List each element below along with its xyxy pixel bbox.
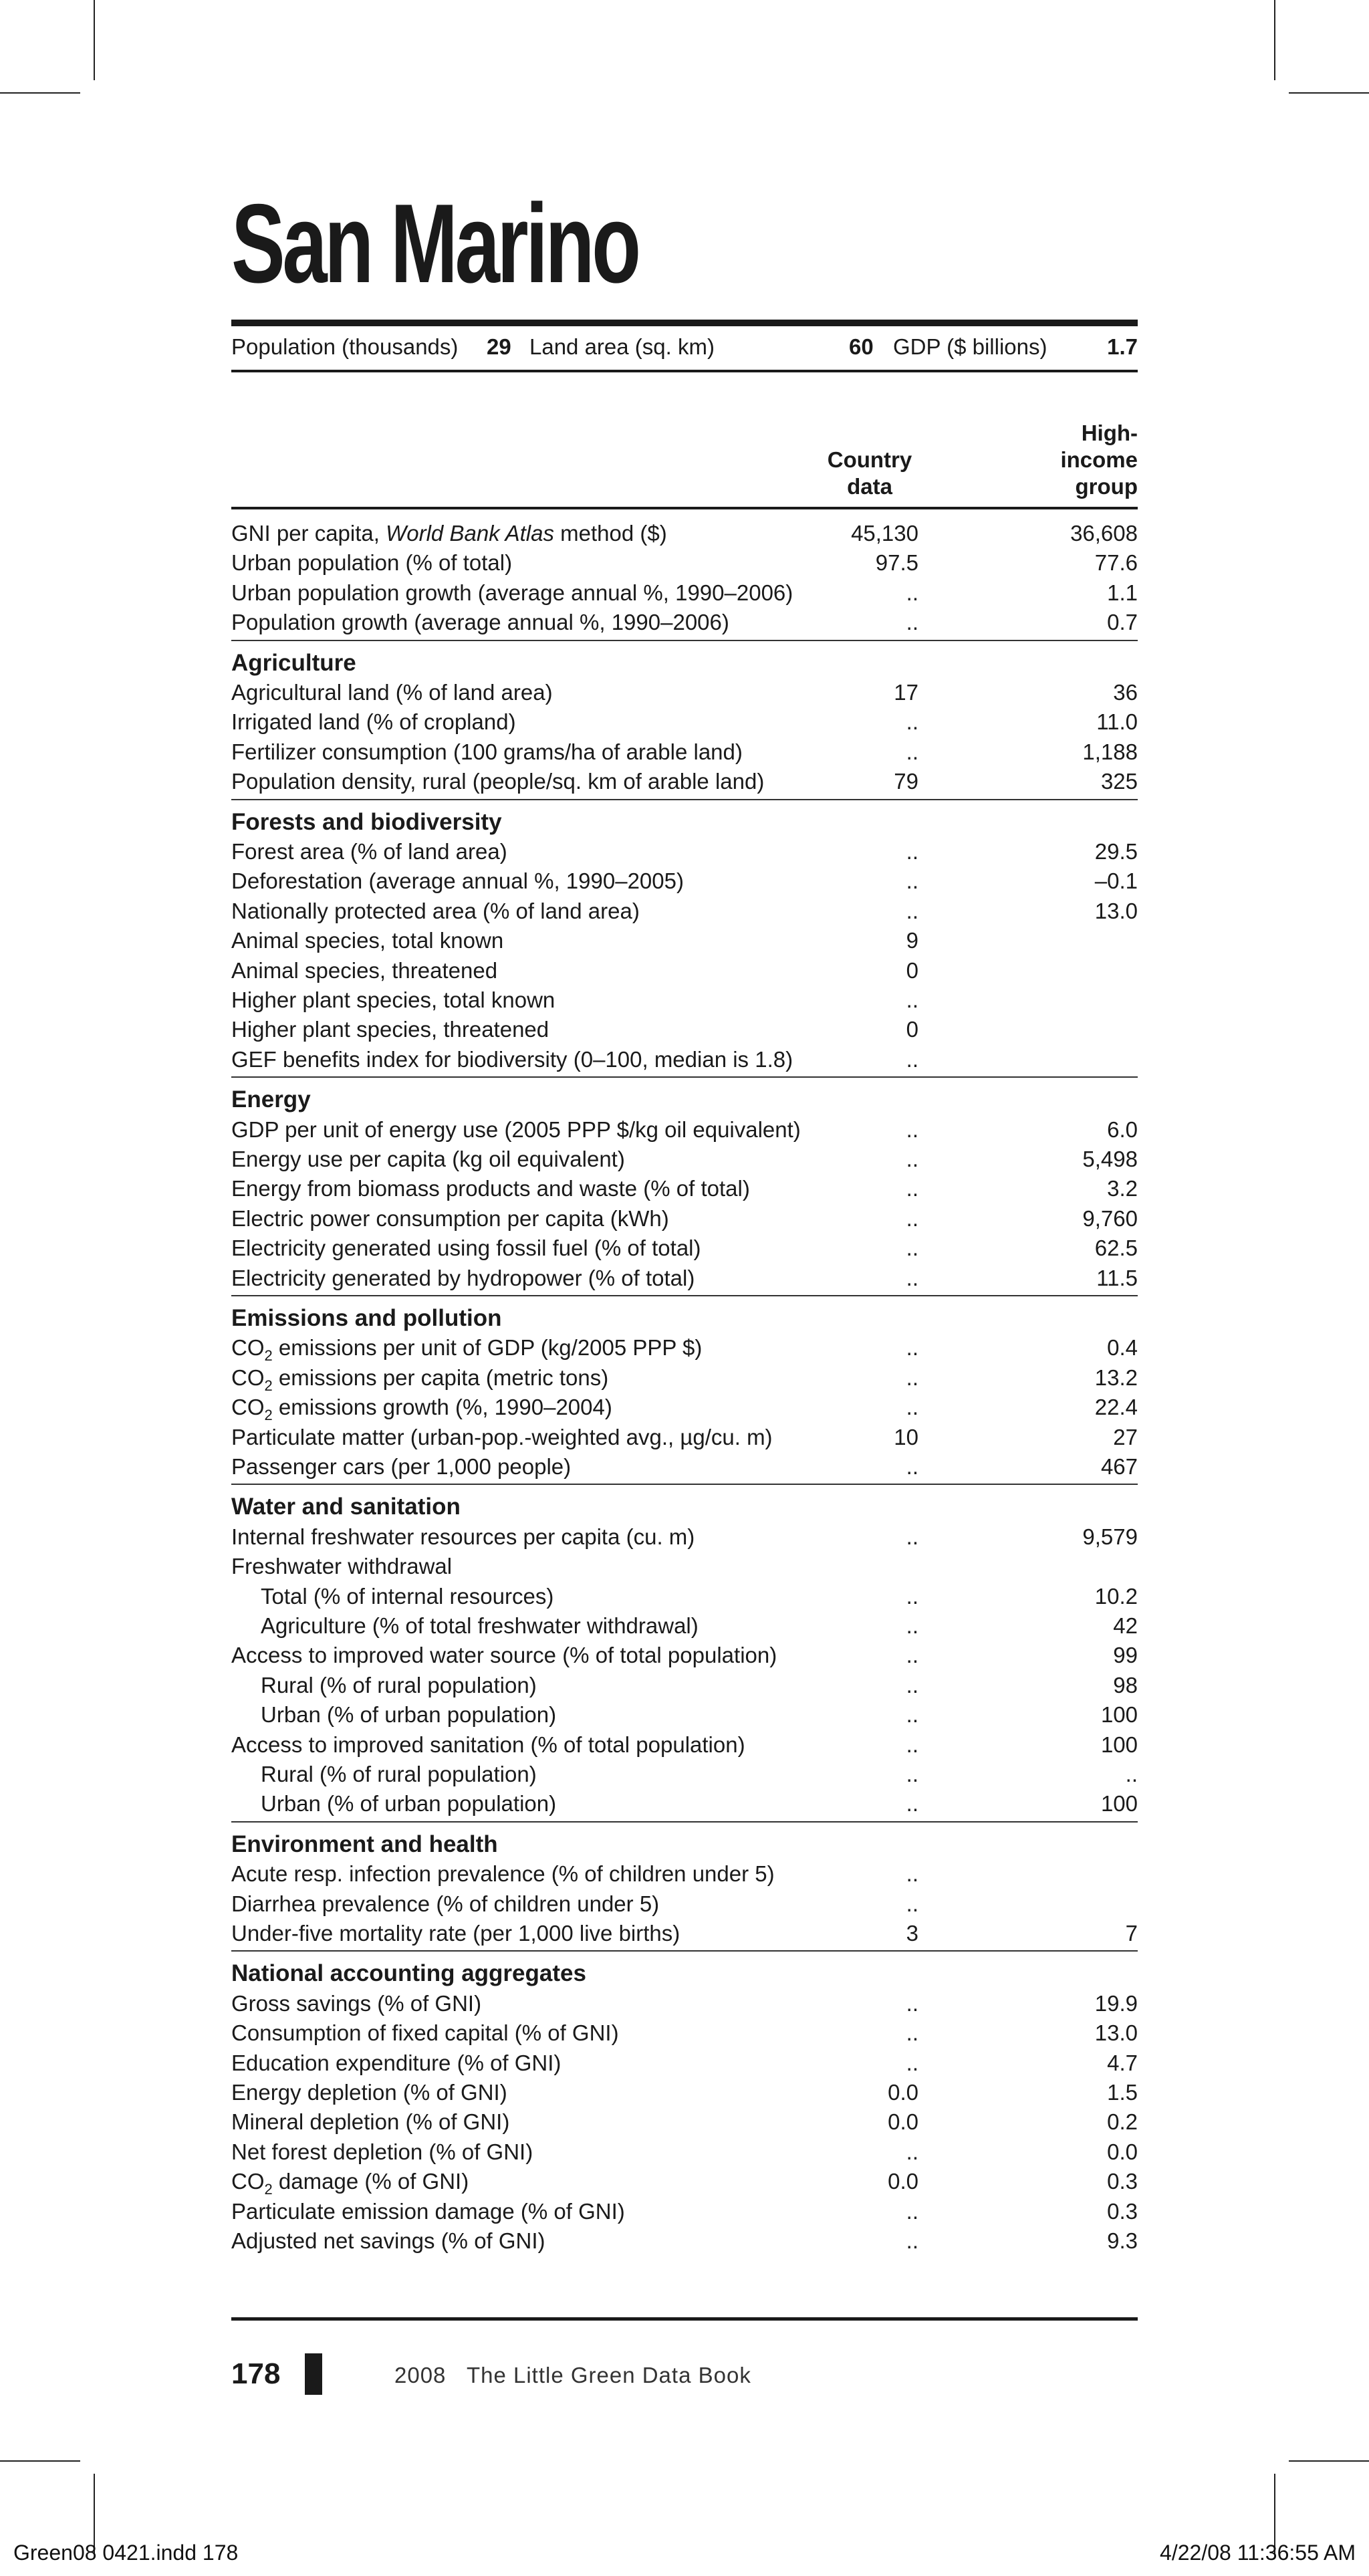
row-label-text: Irrigated land (% of cropland) [231,709,516,735]
row-label-text: Nationally protected area (% of land area) [231,898,640,923]
row-label [261,1611,699,1641]
row-label-text: method ($) [553,521,667,546]
table-row [231,1522,1138,1552]
section-divider [231,1295,1138,1296]
row-label-text: Energy use per capita (kg oil equivalent) [231,1147,625,1171]
gdp-label: GDP ($ billions) [893,334,1047,359]
row-label-italic: World Bank Atlas [386,521,554,546]
high-income-value: 9,579 [1082,1524,1138,1549]
section-divider [231,1821,1138,1823]
country-value: .. [906,1454,918,1479]
section-heading [231,1830,1138,1859]
section-divider [231,1076,1138,1078]
row-label [231,1393,612,1422]
crop-mark [1289,2460,1369,2462]
high-income-value: 1.5 [1107,2080,1138,2105]
row-label-text: Rural (% of rural population) [261,1672,537,1697]
row-label-text: Urban (% of urban population) [261,1791,557,1817]
section-heading [231,1492,1138,1522]
high-income-value: 9.3 [1107,2228,1138,2253]
section-title: National accounting aggregates [231,1960,586,1987]
high-income-header: High- income group [1060,421,1138,499]
high-income-value: 99 [1113,1643,1138,1668]
country-value: .. [906,1583,918,1609]
section-title: Agriculture [231,649,356,676]
high-income-value: 0.7 [1107,610,1138,635]
crop-mark [94,0,95,80]
row-label-text: Acute resp. infection prevalence (% of children under 5) [231,1861,775,1887]
gdp-value: 1.7 [1107,334,1138,359]
row-label [231,707,516,737]
country-value: .. [906,1643,918,1668]
row-label [231,1115,801,1145]
row-label-text: CO [231,2169,265,2194]
country-value: .. [906,839,918,864]
high-income-value: 22.4 [1094,1395,1138,1420]
row-label [231,1363,608,1393]
table-row [231,1423,1138,1452]
table-row [231,956,1138,985]
crop-mark [0,2460,80,2462]
row-label-subscript: 2 [264,1347,273,1365]
table-row [231,678,1138,707]
country-value: .. [906,739,918,764]
high-income-value: 100 [1100,1702,1138,1728]
row-label [231,866,684,896]
row-label-text: Rural (% of rural population) [261,1762,537,1786]
section-title: Energy [231,1086,311,1113]
table-row [231,1760,1138,1789]
table-row [231,767,1138,796]
row-label-text: Energy depletion (% of GNI) [231,2080,507,2105]
row-label [261,1760,537,1789]
row-label [231,1452,571,1482]
high-income-value: 27 [1113,1424,1138,1449]
row-label-subscript: 2 [264,1407,273,1424]
high-income-value: 62.5 [1094,1236,1138,1261]
table-row [231,707,1138,737]
row-label-text: Urban population (% of total) [231,550,513,576]
high-income-value: 77.6 [1094,550,1138,576]
table-row [231,2048,1138,2078]
row-label-text: Urban population growth (average annual %, 1990–2006) [231,580,793,605]
row-label-text: emissions growth (%, 1990–2004) [272,1395,612,1420]
country-value: 3 [906,1921,918,1946]
table-row [231,737,1138,767]
section-title: Environment and health [231,1831,498,1857]
high-income-value: 19.9 [1094,1990,1138,2016]
section-heading [231,808,1138,837]
row-label [231,678,553,707]
country-value: 79 [894,769,918,794]
table-row [231,1859,1138,1889]
row-label-text: Agricultural land (% of land area) [231,680,553,705]
row-label-text: damage (% of GNI) [272,2169,469,2194]
row-label [231,1730,745,1760]
row-label-text: Electricity generated using fossil fuel (% of total) [231,1236,701,1261]
page-title: San Marino [231,181,638,306]
country-value: .. [906,1365,918,1390]
row-label-text: Particulate matter (urban-pop.-weighted avg., µg/cu. m) [231,1424,773,1449]
row-label-text: Net forest depletion (% of GNI) [231,2139,533,2164]
row-label-text: Fertilizer consumption (100 grams/ha of arable land) [231,739,743,764]
table-row [231,1045,1138,1074]
row-label [231,1204,669,1234]
row-label [231,2048,561,2078]
high-income-value: 0.0 [1107,2139,1138,2164]
row-label-text: Under-five mortality rate (per 1,000 live births) [231,1921,680,1946]
row-label-text: Animal species, total known [231,928,504,953]
section-title: Forests and biodiversity [231,808,502,835]
row-label-text: Forest area (% of land area) [231,839,507,864]
table-row [231,2167,1138,2196]
country-value: 0.0 [888,2109,918,2135]
row-label-text: emissions per capita (metric tons) [272,1365,609,1390]
country-value: .. [906,987,918,1012]
table-row [231,1789,1138,1819]
country-value: .. [906,2020,918,2046]
country-value: .. [906,1672,918,1697]
country-value: .. [906,1236,918,1261]
bottom-rule [231,2317,1138,2321]
row-label-text: Energy from biomass products and waste (% of total) [231,1176,750,1201]
row-label-text: Higher plant species, total known [231,987,555,1012]
row-label-text: Access to improved sanitation (% of total population) [231,1732,745,1757]
row-label [231,1859,775,1889]
row-label [231,737,743,767]
country-value: .. [906,1762,918,1786]
row-label-text: GNI per capita, [231,521,386,546]
row-label [231,608,729,637]
high-income-value: 100 [1100,1791,1138,1817]
high-income-value: 29.5 [1094,839,1138,864]
table-row [231,1730,1138,1760]
row-label-text: Urban (% of urban population) [261,1702,557,1728]
row-label-text: Electric power consumption per capita (kWh) [231,1205,669,1231]
row-label [231,767,764,796]
row-label [231,2226,545,2256]
section-heading [231,1304,1138,1333]
footer-year: 2008 [394,2363,447,2387]
header-rule [231,507,1138,509]
row-label [231,2107,509,2137]
table-row [231,1115,1138,1145]
row-label-text: Particulate emission damage (% of GNI) [231,2198,625,2224]
footer-caption [394,2363,751,2388]
country-value: .. [906,2198,918,2224]
table-row [231,2226,1138,2256]
high-income-value: –0.1 [1094,868,1138,894]
row-label [231,548,512,578]
table-row [231,1641,1138,1670]
table-row [231,985,1138,1015]
slug-timestamp: 4/22/08 11:36:55 AM [1160,2541,1356,2565]
high-income-value: 1.1 [1107,580,1138,605]
high-income-value: .. [1125,1762,1138,1786]
table-row [231,1015,1138,1044]
high-income-value: 10.2 [1094,1583,1138,1609]
population-value: 29 [487,334,511,359]
row-label [231,1552,452,1581]
country-value: .. [906,1613,918,1638]
country-value: .. [906,2228,918,2253]
row-label-text: Consumption of fixed capital (% of GNI) [231,2020,619,2046]
country-value: 0.0 [888,2169,918,2194]
table-row [231,548,1138,578]
row-label-text: Electricity generated by hydropower (% of total) [231,1265,695,1290]
row-label-text: Population density, rural (people/sq. km of arable land) [231,769,765,794]
table-row [231,1582,1138,1611]
table-row [231,1174,1138,1203]
footer-bar [305,2353,322,2395]
high-income-value: 13.2 [1094,1365,1138,1390]
row-label [231,1989,481,2018]
land-label: Land area (sq. km) [529,334,715,359]
table-row [231,2137,1138,2167]
table-row [231,2197,1138,2226]
country-value: 45,130 [851,521,918,546]
row-label-text: Gross savings (% of GNI) [231,1990,482,2016]
table-row [231,1264,1138,1293]
row-label-text: Education expenditure (% of GNI) [231,2050,562,2075]
row-label [231,897,640,926]
table-row [231,578,1138,608]
row-label-text: Internal freshwater resources per capita (cu. m) [231,1524,695,1549]
high-income-value: 0.3 [1107,2169,1138,2194]
section-heading [231,649,1138,678]
table-row [231,2018,1138,2048]
country-value: 17 [894,680,918,705]
row-label [231,578,793,608]
row-label [261,1582,553,1611]
table-row [231,1333,1138,1363]
row-label-text: Higher plant species, threatened [231,1017,549,1042]
footer-book-title: The Little Green Data Book [466,2363,751,2387]
row-label [231,2167,469,2196]
high-income-value: 100 [1100,1732,1138,1757]
row-label [231,1522,695,1552]
high-income-value: 11.0 [1096,709,1138,735]
crop-mark [0,92,80,94]
crop-mark [1289,92,1369,94]
country-value: .. [906,898,918,923]
row-label [231,956,497,985]
country-value: .. [906,709,918,735]
row-label-text: Agriculture (% of total freshwater withdrawal) [261,1613,699,1638]
country-value: .. [906,1791,918,1817]
country-value: .. [906,1147,918,1171]
section-heading [231,1959,1138,1988]
row-label [231,519,667,548]
row-label-text: CO [231,1365,265,1390]
country-value: .. [906,1732,918,1757]
row-label-text: Diarrhea prevalence (% of children under 5) [231,1891,660,1916]
country-value: 0 [906,1017,918,1042]
row-label-text: Total (% of internal resources) [261,1583,554,1609]
row-label-text: GEF benefits index for biodiversity (0–100, median is 1.8) [231,1046,793,1072]
high-income-value: 7 [1125,1921,1138,1946]
high-income-value: 1,188 [1082,739,1138,764]
country-value: .. [906,1990,918,2016]
row-label [261,1789,556,1819]
population-label: Population (thousands) [231,334,459,359]
row-label-text: Passenger cars (per 1,000 people) [231,1454,572,1479]
high-income-value: 0.3 [1107,2198,1138,2224]
row-label [231,926,503,955]
country-value: 10 [894,1424,918,1449]
high-income-value: 6.0 [1107,1117,1138,1142]
country-value: 0.0 [888,2080,918,2105]
row-label-text: Freshwater withdrawal [231,1554,453,1579]
row-label [231,1641,777,1670]
country-value: .. [906,868,918,894]
country-value: .. [906,580,918,605]
row-label [231,1423,773,1452]
row-label [231,1333,702,1363]
row-label-subscript: 2 [264,2181,273,2198]
high-income-value: 4.7 [1107,2050,1138,2075]
table-row [231,2107,1138,2137]
high-income-value: 0.2 [1107,2109,1138,2135]
row-label-text: Mineral depletion (% of GNI) [231,2109,510,2135]
country-value: .. [906,1117,918,1142]
row-label [231,2137,533,2167]
row-label [261,1700,556,1730]
country-data-header: Country data [827,447,912,499]
row-label [231,1919,680,1948]
country-value: .. [906,1176,918,1201]
country-value: .. [906,1265,918,1290]
country-value: 9 [906,928,918,953]
country-value: .. [906,1046,918,1072]
row-label [231,1015,549,1044]
crop-mark [1274,0,1275,80]
section-heading [231,1085,1138,1115]
page-number: 178 [231,2357,281,2390]
row-label [231,1264,695,1293]
row-label [231,1045,793,1074]
section-divider [231,1484,1138,1485]
high-income-value: 98 [1113,1672,1138,1697]
high-income-value: 0.4 [1107,1335,1138,1361]
high-income-value: 13.0 [1094,2020,1138,2046]
high-income-value: 3.2 [1107,1176,1138,1201]
table-row [231,1204,1138,1234]
section-divider [231,640,1138,641]
section-divider [231,1950,1138,1952]
high-income-value: 13.0 [1094,898,1138,923]
row-label [231,2078,507,2107]
high-income-value: 36 [1113,680,1138,705]
row-label-text: CO [231,1335,265,1361]
table-row [231,1234,1138,1263]
row-label [261,1671,537,1700]
row-label [231,1889,659,1919]
country-value: .. [906,1861,918,1887]
high-income-value: 36,608 [1070,521,1138,546]
section-divider [231,799,1138,800]
country-value: .. [906,1395,918,1420]
section-title: Water and sanitation [231,1494,461,1520]
high-income-value: 11.5 [1096,1265,1138,1290]
land-value: 60 [849,334,874,359]
high-income-value: 325 [1100,769,1138,794]
row-label-text: Access to improved water source (% of total population) [231,1643,777,1668]
table-row [231,1611,1138,1641]
row-label [231,1234,701,1263]
country-value: .. [906,610,918,635]
summary-bar [231,334,1138,365]
high-income-value: 9,760 [1082,1205,1138,1231]
country-value: .. [906,1891,918,1916]
table-row [231,1145,1138,1174]
table-row [231,1552,1138,1581]
row-label [231,1174,750,1203]
table-row [231,1989,1138,2018]
row-label [231,2018,619,2048]
table-row [231,519,1138,548]
country-value: .. [906,1205,918,1231]
table-row [231,1671,1138,1700]
high-income-value: 5,498 [1082,1147,1138,1171]
row-label-text: emissions per unit of GDP (kg/2005 PPP $) [272,1335,703,1361]
table-row [231,1393,1138,1422]
table-row [231,897,1138,926]
row-label-text: Adjusted net savings (% of GNI) [231,2228,545,2253]
country-value: 97.5 [875,550,918,576]
high-income-value: 467 [1100,1454,1138,1479]
table-row [231,608,1138,637]
table-row [231,926,1138,955]
row-label [231,837,507,866]
row-label [231,985,555,1015]
table-row [231,837,1138,866]
row-label-text: Population growth (average annual %, 1990–2006) [231,610,729,635]
table-row [231,1889,1138,1919]
row-label [231,2197,625,2226]
row-label-text: Animal species, threatened [231,957,498,983]
table-row [231,1919,1138,1948]
row-label-subscript: 2 [264,1377,273,1394]
row-label-text: GDP per unit of energy use (2005 PPP $/kg oil equivalent) [231,1117,801,1142]
table-row [231,1452,1138,1482]
country-value: .. [906,2139,918,2164]
row-label-text: CO [231,1395,265,1420]
row-label [231,1145,625,1174]
top-rule [231,320,1138,326]
table-row [231,866,1138,896]
country-value: .. [906,2050,918,2075]
summary-rule [231,370,1138,372]
table-row [231,1700,1138,1730]
slug-file: Green08 0421.indd 178 [13,2541,239,2565]
country-value: .. [906,1335,918,1361]
table-row [231,2078,1138,2107]
table-row [231,1363,1138,1393]
section-title: Emissions and pollution [231,1305,502,1331]
country-value: .. [906,1702,918,1728]
high-income-value: 42 [1113,1613,1138,1638]
country-value: .. [906,1524,918,1549]
country-value: 0 [906,957,918,983]
row-label-text: Deforestation (average annual %, 1990–2005) [231,868,684,894]
